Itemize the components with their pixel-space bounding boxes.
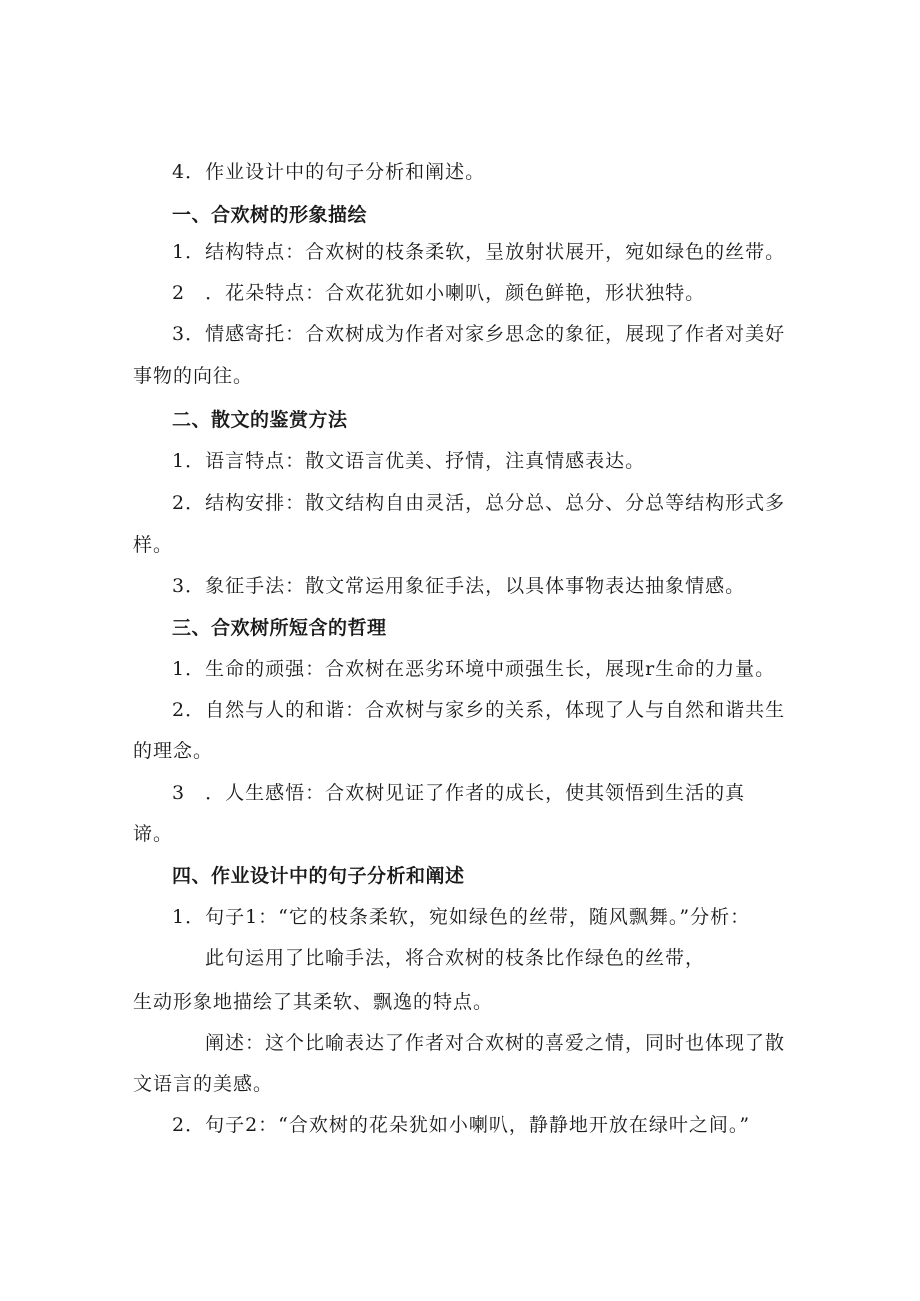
sentence-1-elaboration-1: 阐述：这个比喻表达了作者对合欢树的喜爱之情，同时也体现了散 [205,1032,786,1054]
sentence-1-intro: 1．句子1：“它的枝条柔软，宛如绿色的丝带，随风飘舞。”分析： [172,906,751,928]
paragraph-arrangement-1: 2．结构安排：散文结构自由灵活，总分总、总分、分总等结构形式多 [172,492,786,514]
paragraph-harmony-2: 的理念。 [133,740,214,762]
paragraph-harmony-1: 2．自然与人的和谐：合欢树与家乡的关系，体现了人与自然和谐共生 [172,699,786,721]
paragraph-item-4: 4．作业设计中的句子分析和阐述。 [172,161,486,183]
paragraph-emotion-2: 事物的向往。 [133,365,254,387]
sentence-1-elaboration-2: 文语言的美感。 [133,1073,274,1095]
paragraph-structure: 1．结构特点：合欢树的枝条柔软，呈放射状展开，宛如绿色的丝带。 [172,241,786,263]
paragraph-arrangement-2: 样。 [133,534,174,556]
paragraph-flower: 2 ．花朵特点：合欢花犹如小喇叭，颜色鲜艳，形状独特。 [172,282,706,304]
section-heading-4: 四、作业设计中的句子分析和阐述 [172,865,465,887]
paragraph-insight-1: 3 ．人生感悟：合欢树见证了作者的成长，使其领悟到生活的真 [172,782,746,804]
sentence-1-analysis-2: 生动形象地描绘了其柔软、飘逸的特点。 [133,991,494,1013]
section-heading-2: 二、散文的鉴赏方法 [172,409,348,431]
sentence-2-intro: 2．句子2：“合欢树的花朵犹如小喇叭，静静地开放在绿叶之间。” [172,1114,751,1136]
paragraph-emotion-1: 3．情感寄托：合欢树成为作者对家乡思念的象征，展现了作者对美好 [172,323,786,345]
paragraph-insight-2: 谛。 [133,823,174,845]
paragraph-life: 1．生命的顽强：合欢树在恶劣环境中顽强生长，展现r生命的力量。 [172,658,776,680]
section-heading-3: 三、合欢树所短含的哲理 [172,617,387,639]
paragraph-symbolism: 3．象征手法：散文常运用象征手法，以具体事物表达抽象情感。 [172,575,746,597]
section-heading-1: 一、合欢树的形象描绘 [172,204,368,226]
sentence-1-analysis-1: 此句运用了比喻手法，将合欢树的枝条比作绿色的丝带， [205,947,706,969]
paragraph-language: 1．语言特点：散文语言优美、抒情，注真情感表达。 [172,450,646,472]
